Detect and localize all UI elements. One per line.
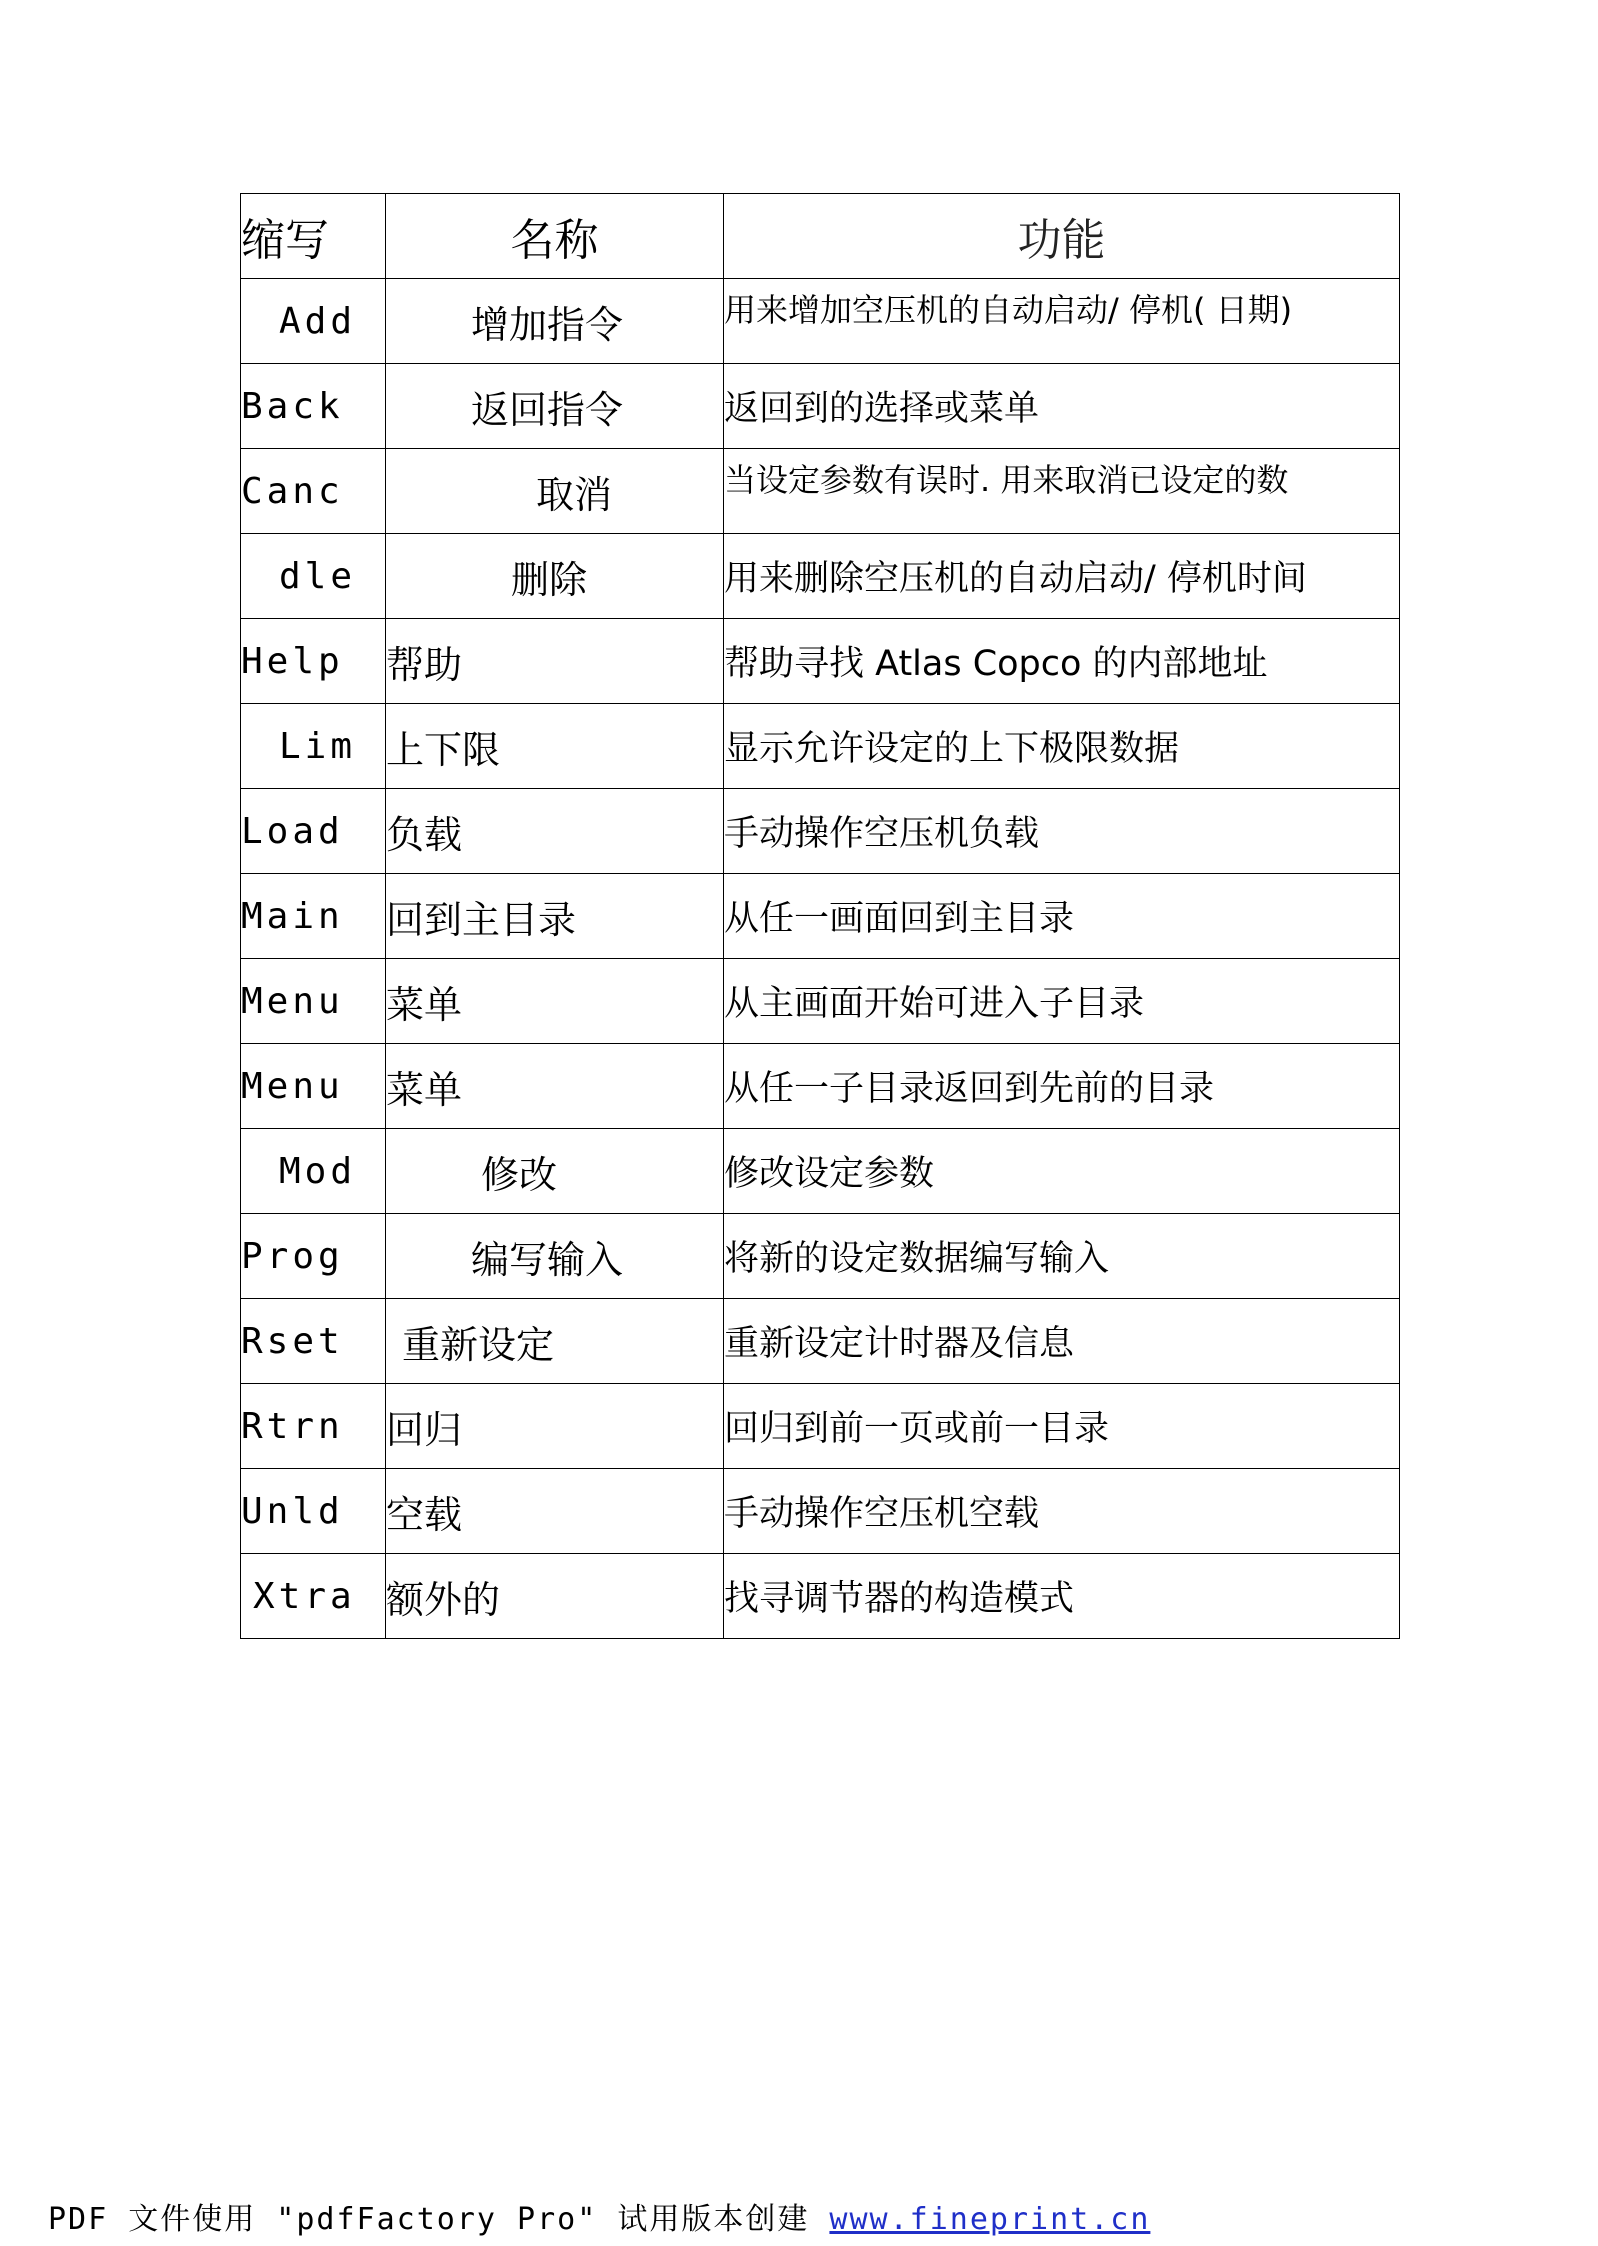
row-abbreviation: Unld: [241, 1469, 386, 1554]
row-abbreviation: Xtra: [241, 1554, 386, 1639]
row-function: 手动操作空压机负载: [724, 789, 1400, 874]
row-abbreviation: Lim: [241, 704, 386, 789]
row-abbreviation: Canc: [241, 449, 386, 534]
row-abbreviation: Prog: [241, 1214, 386, 1299]
row-function: 当设定参数有误时. 用来取消已设定的数: [724, 449, 1400, 534]
row-function: 将新的设定数据编写输入: [724, 1214, 1400, 1299]
abbreviation-table: [240, 193, 1400, 1639]
row-function: 返回到的选择或菜单: [724, 364, 1400, 449]
row-function: 手动操作空压机空载: [724, 1469, 1400, 1554]
row-function: 用来增加空压机的自动启动/ 停机( 日期): [724, 279, 1400, 364]
row-name: 修改: [386, 1129, 724, 1214]
row-name: 删除: [386, 534, 724, 619]
row-name: 取消: [386, 449, 724, 534]
row-abbreviation: Add: [241, 279, 386, 364]
table-row: [241, 279, 1400, 364]
row-abbreviation: Rset: [241, 1299, 386, 1384]
row-abbreviation: Mod: [241, 1129, 386, 1214]
row-function: 重新设定计时器及信息: [724, 1299, 1400, 1384]
row-function: 从主画面开始可进入子目录: [724, 959, 1400, 1044]
table-row: [241, 619, 1400, 704]
row-name: 回归: [386, 1384, 724, 1469]
table-row: [241, 1299, 1400, 1384]
row-abbreviation: Rtrn: [241, 1384, 386, 1469]
row-abbreviation: Help: [241, 619, 386, 704]
row-abbreviation: Menu: [241, 1044, 386, 1129]
table-row: [241, 1469, 1400, 1554]
table-row: [241, 1214, 1400, 1299]
footer-link[interactable]: www.fineprint.cn: [829, 2202, 1151, 2237]
row-name: 上下限: [386, 704, 724, 789]
row-abbreviation: Load: [241, 789, 386, 874]
table-row: [241, 1044, 1400, 1129]
table-row: [241, 1129, 1400, 1214]
row-function: 回归到前一页或前一目录: [724, 1384, 1400, 1469]
row-function: 修改设定参数: [724, 1129, 1400, 1214]
row-abbreviation: Main: [241, 874, 386, 959]
table-row: [241, 1384, 1400, 1469]
row-function: 从任一画面回到主目录: [724, 874, 1400, 959]
row-function: 显示允许设定的上下极限数据: [724, 704, 1400, 789]
row-name: 帮助: [386, 619, 724, 704]
table-header-row: [241, 194, 1400, 279]
table-row: [241, 449, 1400, 534]
row-name: 菜单: [386, 1044, 724, 1129]
row-function: 从任一子目录返回到先前的目录: [724, 1044, 1400, 1129]
table-row: [241, 364, 1400, 449]
table-row: [241, 874, 1400, 959]
row-name: 负载: [386, 789, 724, 874]
row-name: 返回指令: [386, 364, 724, 449]
pdf-footer: [48, 2194, 1150, 2238]
row-abbreviation: Menu: [241, 959, 386, 1044]
row-function: 用来删除空压机的自动启动/ 停机时间: [724, 534, 1400, 619]
table-row: [241, 1554, 1400, 1639]
row-function: 找寻调节器的构造模式: [724, 1554, 1400, 1639]
table-row: [241, 704, 1400, 789]
row-name: 空载: [386, 1469, 724, 1554]
header-function: 功能: [724, 194, 1400, 279]
row-name: 增加指令: [386, 279, 724, 364]
table-row: [241, 959, 1400, 1044]
table-row: [241, 534, 1400, 619]
table-body: [241, 279, 1400, 1639]
header-abbreviation: 缩写: [241, 194, 386, 279]
row-name: 菜单: [386, 959, 724, 1044]
row-name: 重新设定: [386, 1299, 724, 1384]
header-name: 名称: [386, 194, 724, 279]
row-abbreviation: Back: [241, 364, 386, 449]
table-row: [241, 789, 1400, 874]
row-name: 额外的: [386, 1554, 724, 1639]
row-name: 编写输入: [386, 1214, 724, 1299]
row-function: 帮助寻找 Atlas Copco 的内部地址: [724, 619, 1400, 704]
footer-text: PDF 文件使用 "pdfFactory Pro" 试用版本创建: [48, 2202, 830, 2237]
row-abbreviation: dle: [241, 534, 386, 619]
row-name: 回到主目录: [386, 874, 724, 959]
